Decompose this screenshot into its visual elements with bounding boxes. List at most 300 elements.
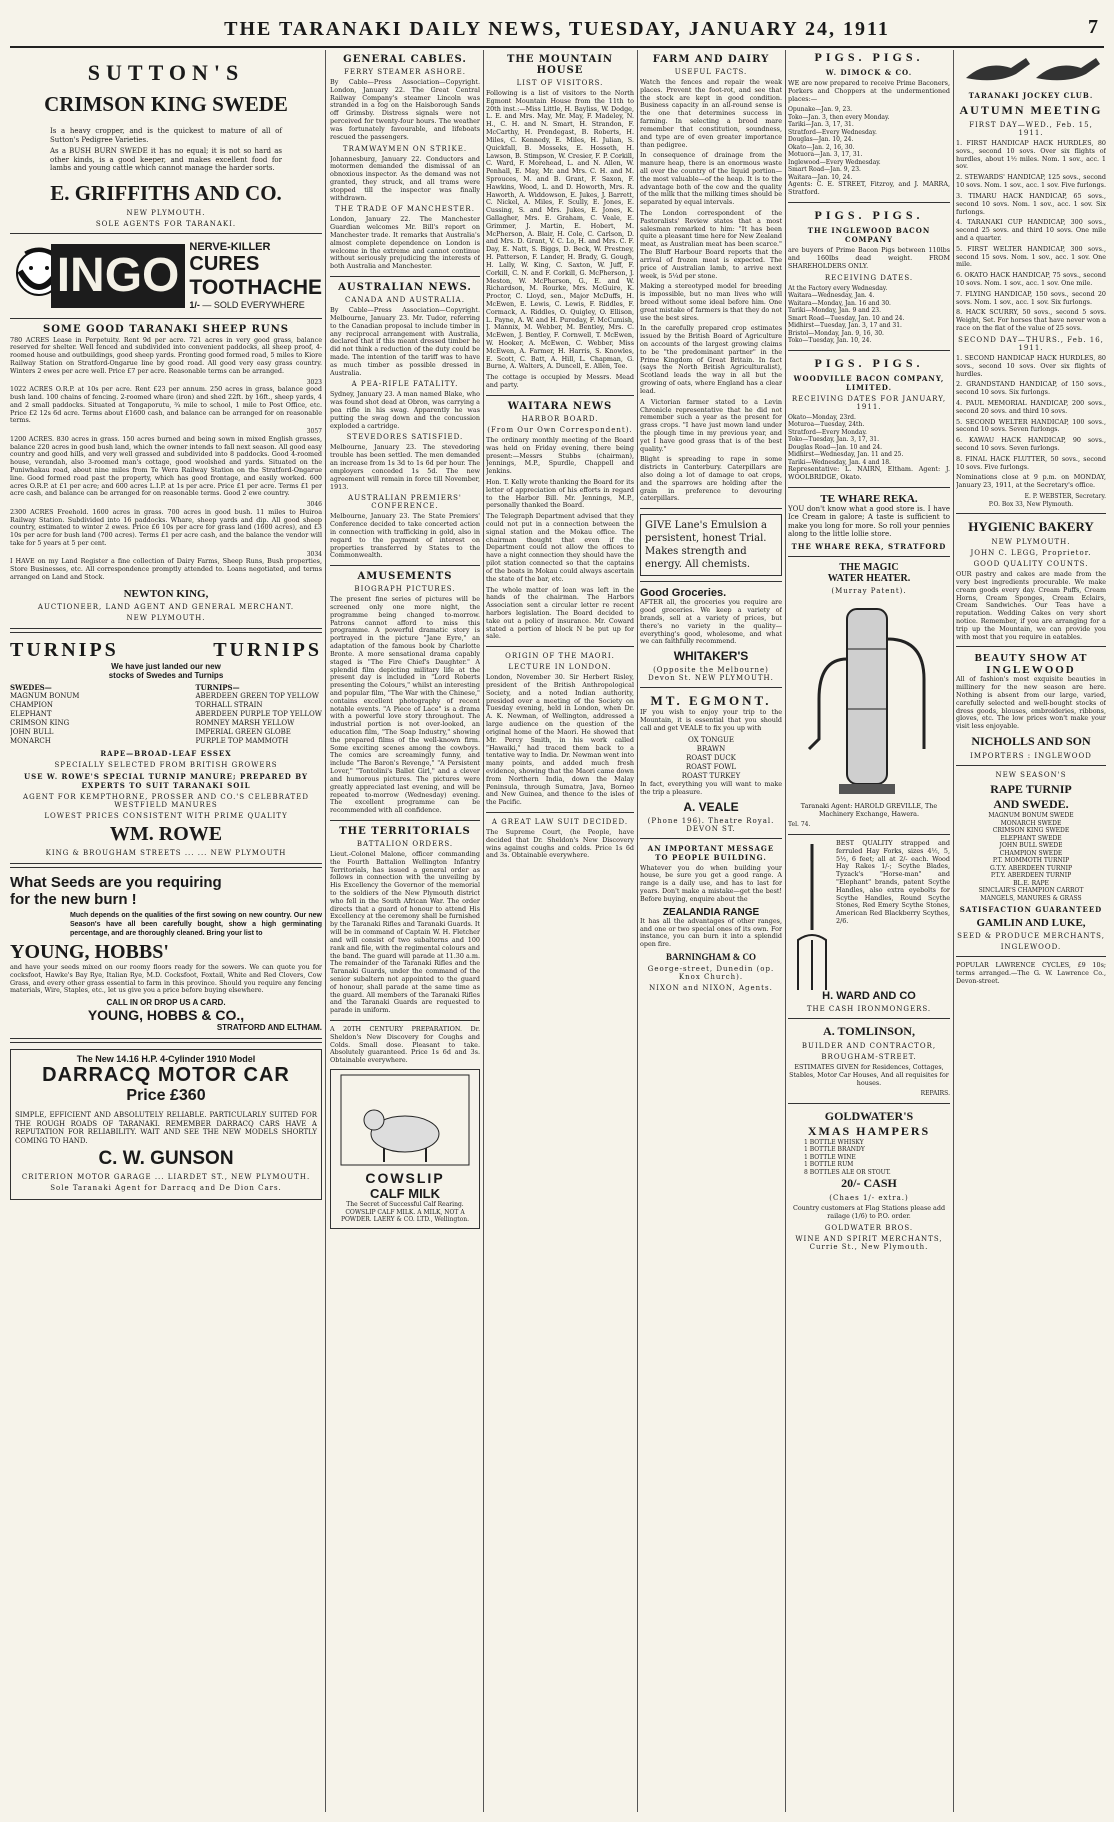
horse-race-illustration [956,50,1106,84]
gamlin-sub: SEED & PRODUCE MERCHANTS, [957,932,1105,941]
egmont-items [640,736,782,781]
story-body: Watch the fences and repair the weak places. Prevent the foot-rot, and see that the stock are kept in good condition. Business capacity in an all-round sense is the one that determines success in farming. In selecting a brood mare remember that constitution, soundness, and type are of even greater importance than pedigree. [640,78,782,149]
divider [640,581,782,582]
water-heater-heading: WATER HEATER. [827,572,911,584]
call-line: CALL IN OR DROP US A CARD. [106,998,226,1008]
list-item: MAGNUM BONUM SWEDE [988,812,1074,820]
secretary: E. P. WEBSTER, Secretary. [1024,493,1106,501]
po-box: P.O. Box 33, New Plymouth. [988,500,1074,508]
list-item: Douglas Road—Jan. 10 and 24. [788,443,883,451]
cowslip-ad [330,1069,480,1229]
turnips-ad [10,639,322,858]
story-heading: STEVEDORES SATISFIED. [346,433,464,442]
divider [788,202,950,203]
egmont-footer: In fact, everything you will want to make the trip a pleasure. [640,780,782,796]
list-item: Bristol—Monday, Jan. 9, 16, 30. [788,329,884,337]
ward-and-co: H. WARD AND CO [822,989,916,1002]
calf-illustration [340,1074,470,1166]
griffiths-firm: E. GRIFFITHS AND CO. [50,180,282,205]
selected-line: SPECIALLY SELECTED FROM BRITISH GROWERS [54,761,278,770]
seeds-body: Much depends on the qualities of the first sowing on new country. Our new Season's have all been carefully bought, show a high germinating percentage, and are thoroughly cleaned. Bring your list to [70,912,322,937]
story-body: The cottage is occupied by Messrs. Mead and party. [486,373,634,390]
divider [330,820,480,821]
divider [10,318,322,319]
divider [486,395,634,396]
list-item: Tariki—Jan. 3, 17, 31. [788,121,854,129]
beauty-show: BEAUTY SHOW AT [974,652,1088,665]
story-heading: A GREAT LAW SUIT DECIDED. [491,818,629,826]
story-body: By Cable—Press Association—Copyright. London, January 22. The Great Central Railway Company's steamer Lincoln was stranded in a fog on the Haisborough Sands off Grimsby. Distress signals were not perceived for twenty-four hours. The weather was fortunately favourable, and lifeboats rescued the passengers. [330,78,480,141]
race-entry: 6. KAWAU HACK HANDICAP, 90 sovs., second 10 sovs. Seven furlongs. [956,436,1106,452]
receiving-dates: RECEIVING DATES. [824,273,914,282]
suttons-body: Is a heavy cropper, and is the quickest to mature of all of Sutton's Pedigree Varieties. [50,127,282,144]
story-heading: CANADA AND AUSTRALIA. [345,296,465,305]
divider [640,687,782,688]
wm-rowe: WM. ROWE [109,823,223,846]
sheldon-ad: A 20TH CENTURY PREPARATION. Dr. Sheldon's New Discovery for Coughs and Colds. Small dose. Pleasant to take. Absolutely guaranteed. Price 1s 6d and 3s. Obtainable everywhere. [330,1025,480,1065]
beauty-body: All of fashion's most exquisite beauties in millinery for the new season are here. Nothing is absent from our large, varied, carefully selected and well-bought stocks of dress goods, blouses, embroideries, ribbons, gloves, etc. The low prices won't make your visit less enjoyable. [956,675,1106,731]
divider [640,508,782,509]
list-item: Smart Road—Jan. 9, 23. [788,166,861,174]
race-entry: 1. FIRST HANDICAP HACK HURDLES, 80 sovs., second 10 sovs. Over six flights of hurdles, about 1½ miles. Nom. 1 sov., acc. 1 sov. [956,139,1106,171]
ingo-ad: INGO NERVE-KILLER CURES TOOTHACHE 1/- — SOLD EVERYWHERE [10,239,322,313]
sheep-run-listing: 780 ACRES Lease in Perpetuity. Rent 9d per acre. 721 acres in very good grass, balance reserved for shelter. Well fenced and subdivided into convenient paddocks, all sheep proof, 4-roomed house and outbuildings, good sheep yards. Fronting good formed road, 5 miles to Kiore Railway Station on Stratford-Ongarue line by good road. All good very easy grass country. Winters 2 ewes per acre well. Price £7 per acre. Reasonable terms can be arranged. [10,335,322,375]
jockey-club: TARANAKI JOCKEY CLUB. [968,91,1094,100]
dimock-agents: Agents: C. E. STREET, Fitzroy, and J. MARRA, Stratford. [788,180,950,197]
hay-forks-ad [788,840,950,990]
second-day: SECOND DAY—THURS., Feb. 16, 1911. [958,335,1104,352]
hamper-price: 20/- CASH [841,1176,897,1191]
pigs-heading: PIGS. PIGS. [814,50,924,64]
whitakers-address: (Opposite the Melbourne) Devon St. NEW PLYMOUTH. [648,666,774,683]
story-heading: ORIGIN OF THE MAORI. [505,652,615,661]
column-3 [486,50,634,1814]
ingo-tag: NERVE-KILLER [189,241,271,254]
story-body: Melbourne, January 23. The State Premiers' Conference decided to take concerted action in connection with trafficking in gold, also in regard to the payment of interest on properties transferred by States to the Commonwealth. [330,512,480,560]
woodville-subheading: RECEIVING DATES FOR JANUARY, 1911. [791,394,947,411]
list-item: Smart Road—Tuesday, Jan. 10 and 24. [788,314,905,322]
suttons-brand: SUTTON'S [87,60,245,85]
column-1 [10,50,322,1814]
young-hobbs-town: STRATFORD AND ELTHAM. [216,1023,322,1033]
hay-forks-body: BEST QUALITY strapped and ferruled Hay Forks, sizes 4½, 5, 5½, 6 feet; all at 2/- each. Wood Hay Rakes 1/-; Scythe Blades, Tyzack's "Horse-man" and "Elephant" brands, patent Scythe Handles, also extra eyebolts for Scythe Handles, Round Scythe Stones, Red Emery Scythe Stones, American Red Blackberry Scythes, 2/6. [836,838,950,925]
race-entry: 2. GRANDSTAND HANDICAP, of 150 sovs., second 10 sovs. Six furlongs. [956,380,1106,397]
manure-line: USE W. ROWE'S SPECIAL TURNIP MANURE; PREPARED BY EXPERTS TO SUIT TARANAKI SOIL [23,772,309,791]
seeds-heading: for the new burn ! [10,891,137,909]
story-heading: FERRY STEAMER ASHORE. [344,68,466,76]
column-rule [483,50,484,1812]
water-heater-illustration [789,599,949,799]
story-body: London, November 30. Sir Herbert Risley, president of the British Anthropological Society, and a noted Indian authority, presided over a meeting of the Society on Tuesday evening, held in London, when Dr. A. K. Newman, of Wellington, addressed a large audience on the question of the original home of the Maori. He showed that Mr. Percy Smith, in his work called "Hawaiki," had traced them back to a tentative way to India. Dr. Newman went into many points, and added much fresh evidence, showing that the Maori came down from Northern India, down the Malay Peninsula, through Sumatra, Java, Borneo and New Guinea, and thence to the isles of the Pacific. [486,673,634,807]
young-hobbs-co: YOUNG, HOBBS & CO., [87,1007,245,1024]
story-heading: AUSTRALIAN PREMIERS' CONFERENCE. [348,494,462,511]
divider [788,1018,950,1019]
story-heading: HARBOR BOARD. [521,414,599,423]
story-heading: A PEA-RIFLE FATALITY. [351,380,459,389]
visitor-list: Following is a list of visitors to the North Egmont Mountain House from the 11th to 20th inst.:—Miss Little, H. Bayliss, W. Dodge, L. E. and Mrs. May, Mr. May, F. Madeley, N. H., C. H. and N. Smart, H. Strandon, F. McCarthy, H. Prendegast, B. Roberts, H. Miles, C. Kennedy, E. Miles, H. Julian, S. Quickfall, B. Mosseks, E. Hosseth, H. Lawson, B. Stimpson, W. Cresier, F. P. Corkill, C. Ward, F. Morehead, L. and N. Allen, W. Penhall, E. May, Mr. and Mrs. C. H. and M. Sprouces, M. and B. Grant, F. Saxon, F. Hawkins, Wood, L. and D. Howorth, Mrs. R. Haworth, A. Widdowson, E. Jukes, J. Barrett, C. Nickel, A. Miles, F. Scully, E. Jones, E. Cussing, S. and Mrs. Jukes, E. Jones, K. Gallagher, Mrs. E. Graham, C. Veale, E. Grimmer, J. Martin, E. Hobert, M. McPherson, A. Blair, H. Cole, C. Carlson, D. and Mrs. D. Grant, V. C. Lo, H. and Mrs. C. F. Day, E. Natt, S. Biggs, D. Beck, W. Prestney, H. Patterson, F. Lander, H. Brady, G. Gough, H. Lally, W. King, C. Saxton, W. Juff, F. Corkill, C. N. and F. Corkill, G. McPherson, J. Meston, W. McPherson, G., E. and W. Richardson, M. Rourke, Mrs. McGuire, K. Proctor, C. Lloyd, sen., Major McDuffs, H. McEwen, E. Lewis, C. Lewis, F. Riddles, F. Cormack, A. Riddles, O. Quigley, O. Ellison, L. Payne, A. W. and H. Pureday, F. McCumish, J. Mannix, M. Webber, M. Bentley, Mrs. C. McEwen, J. Bentley, F. Cornwell, T. McEwen, W. Hooker, A. McEwen, C. Webber, Miss McEwen, A. Farmer, H. Harris, S. Knowles, E. Scott, C. Batt, A. Hill, L. Chapman, G. Burne, A. Walters, A. Duncell, E. Allen, Tee. [486,89,634,371]
cowslip-footer: The Secret of Successful Calf Rearing. COWSLIP CALF MILK. A MILK, NOT A POWDER. LAERY & CO. LTD., Wellington. [340,1201,470,1224]
barningham-address: George-street, Dunedin (op. Knox Church). [647,964,775,981]
sheep-run-listing: 1022 ACRES O.R.P. at 10s per acre. Rent £23 per annum. 250 acres in grass, balance good bush land. 100 chains of fencing. 2-roomed whare (iron) and shed 22ft. by 16ft., sheep yards, 4 and 2 small paddocks. Situated at Tongaporutu, ¾ mile to school, 1 mile to Post Office, etc. Price £2 12s 6d acre. Terms about £1600 cash, and balance can be arranged for on reasonable terms. [10,385,322,425]
turnips-list [195,683,322,747]
section-heading: FARM AND DAIRY [652,54,770,65]
list-item: At the Factory every Wednesday. [788,284,888,292]
story-body: In consequence of drainage from the manure heap, there is an enormous waste all over the country of the liquid portion—the most valuable—of the heap. It is to the advantage both of the cow and the quality of the milk that the milking times should be separated by equal intervals. [640,151,782,207]
young-hobbs: YOUNG, HOBBS' [10,941,169,964]
turnips-heading: TURNIPS [10,638,119,661]
race-entry: 7. FLYING HANDICAP, 150 sovs., second 20 sovs. Nom. 1 sov., acc. 1 sov. Six furlongs. [956,289,1106,306]
inglewood-bacon: THE INGLEWOOD BACON COMPANY [807,226,931,245]
list-item: ABERDEEN PURPLE TOP YELLOW [195,710,322,719]
veale-address: (Phone 196). Theatre Royal. DEVON ST. [647,816,775,833]
divider [10,863,322,868]
list-item: CRIMSON KING [10,719,70,728]
divider [956,765,1106,766]
divider [330,565,480,566]
race-entry: 6. OKATO HACK HANDICAP, 75 sovs., second 10 sovs. Nom. 1 sov., acc. 1 sov. One mile. [956,271,1106,287]
suttons-product: CRIMSON KING SWEDE [44,92,288,116]
hamper-contents [788,1139,950,1177]
bakery-body: OUR pastry and cakes are made from the very best ingredients procurable. We make cream goods every day. Cream Puffs, Cream Horns, Cream Sponges, Cream Eclairs, Cream Sandwiches. Our Teas have a reputation. Wedding Cakes on very short notice. Remember, if you are arranging for a trip up the Mountain, we can provide you with most that you require in eatables. [956,570,1106,641]
turnips-intro: We have just landed our new [111,661,221,671]
hamper-footer: Country customers at Flag Stations please add railage (1/6) to P.O. order. [792,1204,946,1221]
column-rule [325,50,326,1812]
list-item: ROAST TURKEY [681,771,741,780]
dimock-body: WE are now prepared to receive Prime Baconers, Porkers and Choppers at the undermentioned places:— [788,79,950,103]
list-item: Okato—Monday, 23rd. [788,413,856,421]
nixon-agents: NIXON and NIXON, Agents. [649,983,773,992]
whare-reka-footer: THE WHARE REKA, STRATFORD [791,541,947,551]
woodville-schedule [788,414,950,467]
column-6 [956,50,1106,1814]
tomlinson-role: BUILDER AND CONTRACTOR, [801,1041,937,1050]
divider [788,1103,950,1104]
pigs-heading: PIGS. PIGS. [814,208,924,223]
woodville-agents: Representative: L. NAIRN, Eltham. Agent: J. WOOLBRIDGE, Okato. [788,465,950,481]
gunson-garage: CRITERION MOTOR GARAGE ... LIARDET ST., NEW PLYMOUTH. [21,1173,311,1182]
list-item: CHAMPION SWEDE [999,849,1063,857]
gamlin-town: INGLEWOOD. [1000,943,1062,952]
cowslip-title: COWSLIP [365,1170,445,1187]
bakery-town: NEW PLYMOUTH. [991,538,1071,547]
list-item: Waitara—Monday, Jan. 16 and 30. [788,299,891,307]
wm-rowe-address: KING & BROUGHAM STREETS ... ... NEW PLYMOUTH [45,849,287,858]
story-body: Hon. T. Kelly wrote thanking the Board for its letter of appreciation of his efforts in regard to the Harbor Bill. Mr. Jennings, M.P., personally thanked the Board. [486,477,634,510]
gamlin-and-luke: GAMLIN AND LUKE, [976,917,1086,930]
list-item: JOHN BULL SWEDE [999,842,1063,850]
list-item: MONARCH [10,737,51,746]
hygienic-bakery: HYGIENIC BAKERY [968,519,1094,535]
divider [486,646,634,647]
seed-list [956,812,1106,902]
dimock: W. DIMOCK & CO. [825,68,913,77]
inglewood-schedule [788,285,950,345]
listing-number: 3057 [306,428,322,436]
list-item: MANGELS, MANURES & GRASS [980,894,1082,902]
repairs: REPAIRS. [920,1090,950,1098]
column-5 [788,50,950,1814]
beauty-town: INGLEWOOD [986,664,1076,677]
inglewood-bacon-body: are buyers of Prime Bacon Pigs between 110lbs and 160lbs dead weight. FROM SHAREHOLDERS ONLY. [788,246,950,270]
listing-number: 3034 [306,550,322,558]
story-body: Sydney, January 23. A man named Blake, who was found shot dead at Obron, was carrying a pea rifle in his swag. Apparently he was putting the swag down and the concussion exploded a cartridge. [330,390,480,430]
swedes-heading: SWEDES— [10,682,52,692]
story-body: By Cable—Press Association—Copyright. Melbourne, January 23. Mr. Tudor, referring to the Canadian proposal to include timber in any reciprocal arrangement with Australia, declared that if this meant dressed timber he did not think a reduction of the duty could be made. The intention of the tariff was to have as much timber as possible dressed in Australia. [330,306,480,377]
veale: A. VEALE [683,799,739,814]
divider [330,276,480,277]
rape-line: RAPE—BROAD-LEAF ESSEX [100,749,232,759]
griffiths-agents: SOLE AGENTS FOR TARANAKI. [95,219,237,228]
agent-line: AGENT FOR KEMPTHORNE, PROSSER AND CO.'S CELEBRATED WESTFIELD MANURES [23,793,309,810]
seeds-heading: What Seeds are you requiring [10,874,222,892]
list-item: JOHN BULL [10,728,54,737]
list-item: Toko—Tuesday, Jan. 3, 17, 31. [788,436,880,443]
list-item: Inglewood—Every Wednesday. [788,158,881,166]
masthead-title: THE TARANAKI DAILY NEWS, TUESDAY, JANUARY 24, 1911 [224,18,890,40]
story-body: A Victorian farmer stated to a Levin Chronicle representative that he did not remember such a year as the present for grass crops. "I have just mown land under the plough time in my previous year, and yet I have good grass that is of the best quality." [640,397,782,453]
rape-turnip: RAPE TURNIP [990,782,1072,797]
ward-subheading: THE CASH IRONMONGERS. [806,1004,932,1013]
list-item: Douglas—Jan. 10, 24. [788,136,854,144]
list-item: 1 BOTTLE RUM [804,1161,854,1169]
zealandia-body: Whatever you do when building your house, be sure you get a good range. A range is a daily use, and has to last for years. Don't make a mistake—get the best! Before buying, enquire about the [640,863,782,903]
autumn-meeting: AUTUMN MEETING [959,103,1103,117]
turnips-heading: TURNIPS [213,638,322,661]
list-item: ROAST DUCK [686,753,736,762]
egmont-body: IF you wish to enjoy your trip to the Mountain, it is essential that you should call and get VEALE to fix you up with [640,708,782,732]
story-heading: LIST OF VISITORS. [516,79,604,87]
ingo-sold: SOLD EVERYWHERE [213,300,305,311]
new-season: NEW SEASON'S [995,771,1067,780]
divider [788,487,950,488]
ingo-price: 1/- [189,300,200,311]
pitchfork-icon [788,840,836,990]
first-day: FIRST DAY—WED., Feb. 15, 1911. [969,121,1093,137]
list-item: Stratford—Every Monday. [788,428,867,436]
list-item: ROAST FOWL [685,762,737,771]
lawrence-cycles: POPULAR LAWRENCE CYCLES, £9 10s; terms arranged.—The G. W. Lawrence Co., Devon-street. [956,961,1106,985]
story-body: Making a stereotyped model for breeding is impossible, but no man lives who will breed without some ideal before him. One great mistake of farmers is that they do not use the best sires. [640,282,782,322]
list-item: 1 BOTTLE WINE [804,1153,856,1161]
ingo-toothache: TOOTHACHE [189,276,322,300]
xmas-hampers: XMAS HAMPERS [807,1123,931,1138]
list-item: Motuora—Jan. 3, 17, 31. [788,151,863,159]
list-item: ROMNEY MARSH YELLOW [195,719,295,728]
list-item: Toko—Jan. 3, then every Monday. [788,113,890,121]
sheep-runs-ad [10,324,322,622]
divider [788,350,950,351]
list-item: 8 BOTTLES ALE OR STOUT. [804,1168,891,1176]
satisfaction: SATISFACTION GUARANTEED [959,905,1103,915]
list-item: 1 BOTTLE BRANDY [804,1146,865,1154]
calf-milk-title: CALF MILK [369,1186,441,1202]
list-item: ABERDEEN GREEN TOP YELLOW [195,691,319,700]
race-entry: 3. TIMARU HACK HANDICAP, 65 sovs., second 10 sovs. Nom. 1 sov., acc. 1 sov. Six furlongs. [956,191,1106,216]
section-heading: WAITARA NEWS [507,400,613,412]
divider [10,233,322,234]
heater-agent: Taranaki Agent: HAROLD GREVILLE, The Machinery Exchange, Hawera. [800,801,938,818]
whitakers: WHITAKER'S [673,649,749,664]
bakery-slogan: GOOD QUALITY COUNTS. [973,560,1089,569]
barningham: BARNINGHAM & CO [666,951,756,962]
pigs-heading: PIGS. PIGS. [814,355,924,370]
griffiths-town: NEW PLYMOUTH. [126,208,206,217]
list-item: MONARCH SWEDE [1000,819,1062,827]
story-heading: TRAMWAYMEN ON STRIKE. [342,144,468,153]
list-item: PURPLE TOP MAMMOTH [195,737,289,746]
dimock-schedule [788,106,950,181]
story-body: Melbourne, January 23. The stevedoring trouble has been settled. The men demanded an increase from 1s 3d to 1s 6d per hour. The employers conceded 1s 5d. The new agreement will remain in force till November, 1913. [330,443,480,491]
murray-patent: (Murray Patent). [831,586,907,595]
lowest-line: LOWEST PRICES CONSISTENT WITH PRIME QUALITY [44,812,288,821]
story-body: The ordinary monthly meeting of the Board was held on Friday evening, there being present:—Messrs Stubbs (chairman), Jennings, M.P., Spurdle, Chappell and Jenkins. [486,435,634,476]
section-heading: THE MOUNTAIN HOUSE [506,54,614,76]
list-item: BRAWN [696,744,726,753]
mt-egmont-heading: MT. EGMONT. [650,693,772,709]
zealandia-heading: AN IMPORTANT MESSAGE TO PEOPLE BUILDING. [647,843,775,862]
column-rule [953,50,954,1812]
turnips-list-heading: TURNIPS— [195,682,240,692]
column-rule [637,50,638,1812]
suttons-body: As a BUSH BURN SWEDE it has no equal; it is not so hard as other kinds, is a good keeper, and makes excellent food for lambs and young cattle which cannot manage the harder sorts. [50,147,282,173]
newton-king-role: AUCTIONEER, LAND AGENT AND GENERAL MERCHANT. [37,602,295,611]
darracq-ad [10,1049,322,1200]
race-entry: 8. FINAL HACK FLUTTER, 50 sovs., second 10 sovs. Five furlongs. [956,454,1106,471]
list-item: Waitara—Jan. 10, 24. [788,173,853,181]
swedes-list [10,683,79,747]
gunson: C. W. GUNSON [98,1148,234,1170]
column-2 [330,50,480,1814]
tomlinson-address: BROUGHAM-STREET. [821,1052,917,1061]
list-item: Tariki—Wednesday, Jan. 4 and 18. [788,458,891,466]
masthead [10,6,1104,48]
story-body: In the carefully prepared crop estimates issued by the British Board of Agriculture on accounts of the largest growing claims to be "the predominant partner" in the Prime Kingdom of Great Britain. In fact (says the North British Agriculturalist), Scotland leads the way in all but the growing of oats, where England has a clear lead. [640,324,782,395]
divider [788,834,950,835]
bakery-owner: JOHN C. LEGG, Proprietor. [970,549,1092,558]
whare-reka-body: YOU don't know what a good store is. I have Ice Cream in galore; A taste is sufficient to make you long for more. So roll your pennies along to the little lollie store. [788,504,950,539]
list-item: CRIMSON KING SWEDE [992,827,1070,835]
darracq-price: Price £360 [126,1087,206,1105]
darracq-name: DARRACQ MOTOR CAR [42,1064,290,1087]
page-number: 7 [1088,16,1098,38]
zealandia-footer: It has all the advantages of other ranges, and one or two special ones of its own. For instance, you can burn it into a splendid open fire. [640,916,782,949]
turnips-intro: stocks of Swedes and Turnips [108,670,224,680]
divider [788,556,950,557]
divider [330,1020,480,1021]
ingo-cures: CURES [189,253,260,276]
section-heading: AMUSEMENTS [357,571,453,583]
story-body: The London correspondent of the Pastoralists' Review states that a most salesman remarked to him: "It has been quite a pleasant time here for New Zealand meat, as Australian meat has been scarce." The Bluff Harbour Board reports that the arrival of frozen meat is expected. The price of Australian lamb, to arrive next week, is 5¼d per stone. [640,209,782,280]
list-item: TORHALL STRAIN [195,700,263,709]
face-illustration [10,241,51,311]
listing-number: 3046 [306,501,322,509]
story-body: Johannesburg, January 22. Conductors and motormen demanded the dismissal of an obnoxious inspector. As the demand was not granted, they struck, and all trams were stopped till the inspector was finally withdrawn. [330,154,480,202]
sheep-run-listing: 2300 ACRES Freehold. 1600 acres in grass. 700 acres in good bush. 11 miles to Huiroa Railway Station. Subdivided into 16 paddocks. Whare, sheep yards and dip. All good sheep country, estimated to winter 2 ewes. Price £6 10s per acre for grass land (1600 acres), and £3 10s per acre for bush land (700 acres). Terms £1 per acre cash, and the balance the vendor will take for 5 years at 5 per cent. [10,507,322,548]
list-item: Okato—Jan. 2, 16, 30. [788,143,855,151]
race-entry: 4. TARANAKI CUP HANDICAP, 300 sovs., second 25 sovs. and third 10 sovs. One mile and a quarter. [956,218,1106,242]
divider [956,646,1106,647]
divider [10,1038,322,1043]
newton-king: NEWTON KING, [123,587,209,600]
list-item: Stratford—Every Wednesday. [788,128,877,136]
whare-reka-heading: TE WHARE REKA. [820,492,918,505]
goldwater-bros: GOLDWATER BROS. [824,1223,914,1232]
heater-tel: Tel. 74. [788,821,811,829]
list-item: MAGNUM BONUM [10,691,80,700]
story-body: Lieut.-Colonel Malone, officer commanding the Fourth Battalion Wellington Infantry Territorials, has issued a general order as follows in connection with the unveiling by His Excellency the Governor of the memorial to the soldiers of the New Plymouth district who fell in the South African War. The order directs that a guard of honour to attend His Excellency at the ceremony shall be furnished by the Taranaki Rifles and Taranaki Guards. It will be in command of Captain W. H. Fletcher and will consist of two subalterns and 100 rank and file, with the regimental colours and the band. The guard will parade at 11.30 a.m. The remainder of the Taranaki Rifles and the Taranaki Guards, under the command of the senior subaltern not appointed to the guard of honour, shall parade at the same time as the guard. All members of the Taranaki Rifles and the Taranaki Guards are requested to parade in uniform. [330,849,480,1015]
sheep-run-listing: 1200 ACRES. 830 acres in grass. 150 acres burned and being sown in mixed English grasses, balance 220 acres in good bush land, which the owner intends to fall next season. All good easy country and good hills, and very well grassed and subdivided into 8 paddocks. Good 4-roomed house, verandah, also 3-roomed man's cottage, good woolshed and yards. Situated on the Puniwhakau road, about nine miles from Te Wera Railway Station on the Stratford-Ongarue line. Good formed road past the property, which has good frontage, and easily worked. 600 acres O.R.P. at £1 per acre; and 600 acres L.I.P. at 1s per acre. Price £1 per acre. Terms £1 per acre cash, and balance can be arranged for on reasonable terms. Good 2 ewe country. [10,434,322,498]
tomlinson-body: ESTIMATES GIVEN for Residences, Cottages, Stables, Motor Car Houses, And all requisites for houses. [789,1062,949,1087]
section-heading: AUSTRALIAN NEWS. [338,282,472,294]
story-body: The Supreme Court, (he People, have decided that Dr. Sheldon's New Discovery wins against coughs and colds. Price 1s 6d and 3s. Obtainable everywhere. [486,828,634,860]
story-body: The present fine series of pictures will be screened only one more night, the programme being changed to-morrow. Patrons cannot afford to miss this programme. A powerful dramatic story is portrayed in the picture "Jane Eyre," an adaptation of the famous book by Charlotte Bronte. A more sensational drama capably staged is "The Fire Chief's Daughter." A splendid film depicting military life at the present day is included in "Lord Roberts presenting the Colours," whilst an interesting and popular film, "The War with the Chinese," contains excellent photography of recent notable events. "A Piece of Lace" is a drama with a powerful love story throughout. The industrial portion is not over-looked, an education film, "The Soap Industry," showing the prepared films of the well-known firm. Some exciting scenes among the cowboys. The comics are screamingly funny, and include "The Baron's Revenge," "A Persistent Lover," "Tontolini's Ballet Girl," and a clever and humorous pictures. The pictures were greatly appreciated last evening, and will be repeated to-morrow (Wednesday) evening. The excellent programme can be recommended with all confidence. [330,595,480,815]
goldwater-address: WINE AND SPIRIT MERCHANTS, Currie St., New Plymouth. [795,1234,943,1251]
woodville-bacon: WOODVILLE BACON COMPANY, LIMITED. [793,373,945,392]
list-item: ELEPHANT [10,710,52,719]
divider [640,838,782,839]
list-item: ELEPHANT SWEDE [1000,834,1062,842]
ingo-name: INGO [51,244,186,308]
story-heading: BIOGRAPH PICTURES. [354,585,456,594]
newton-king-town: NEW PLYMOUTH. [126,613,206,622]
divider [956,956,1106,957]
list-item: P.T.Y. ABERDEEN TURNIP [990,872,1072,880]
sheep-runs-heading: SOME GOOD TARANAKI SHEEP RUNS [42,323,289,335]
suttons-ad [10,60,322,228]
divider [956,513,1106,514]
race-entry: 5. SECOND WELTER HANDICAP, 100 sovs., second 10 sovs. Seven furlongs. [956,417,1106,434]
section-heading: GENERAL CABLES. [343,54,467,65]
nicholls-and-son: NICHOLLS AND SON [971,734,1091,749]
list-item: BL.E. RAPE [1013,879,1049,887]
story-body: The Telegraph Department advised that they could not put in a connection between the signal station and the Mokau office. The chairman thought that even if the Department could not allow the offices to have a night connection they should have the pilot station connected so that the captains of the boats in Mokau could always ascertain the state of the bar, etc. [486,512,634,583]
list-item: P.T. MOMMOTH TURNIP [992,857,1070,865]
list-item: Tariki—Monday, Jan. 9 and 23. [788,307,882,314]
seeds-ad [10,874,322,1032]
divider [486,812,634,813]
list-item: IMPERIAL GREEN GLOBE [195,728,291,737]
list-item: Midhirst—Tuesday, Jan. 3, 17 and 31. [788,322,902,329]
hamper-charge: (Chaes 1/- extra.) [829,1194,909,1203]
race-entry: 2. STEWARDS' HANDICAP, 125 sovs., second 10 sovs. Nom. 1 sov., acc. 1 sov. Five furlongs. [956,173,1106,190]
goldwaters: GOLDWATER'S [824,1108,914,1123]
groceries-heading: Good Groceries. [640,587,727,600]
story-body: The whole matter of loan was left in the hands of the chairman. The Harbors Association sent a circular letter re recent harbors legislation. The Board decided to take out a policy of insurance. Mr. Coward stated a portion of block N be put up for sale. [486,585,634,641]
race-entry: 5. FIRST WELTER HANDICAP, 300 sovs., second 15 sovs. Nom. 1 sov., acc. 1 sov. One mile. [956,244,1106,269]
darracq-body: SIMPLE, EFFICIENT AND ABSOLUTELY RELIABLE. PARTICULARLY SUITED FOR THE ROUGH ROADS OF TARANAKI. REMEMBER DARRACQ CARS HAVE A REPUTATION FOR RELIABILITY. WAIT AND SEE THE NEW MODELS SHORTLY COMING TO HAND. [15,1111,317,1145]
list-item: 1 BOTTLE WHISKY [804,1138,864,1146]
gunson-agents: Sole Taranaki Agent for Darracq and De Dion Cars. [50,1184,282,1193]
story-heading: BATTALION ORDERS. [356,839,454,848]
race-entry: 8. HACK SCURRY, 50 sovs., second 5 sovs. Weight, Set. For horses that have never won a race on the flat of the value of 25 sovs. [956,308,1106,333]
story-heading: THE TRADE OF MANCHESTER. [335,205,475,214]
list-item: Opunake—Jan. 9, 23. [788,106,853,114]
jockey-club-note: Nominations close at 9 p.m. on MONDAY, January 23, 1911, at the Secretary's office. [956,473,1106,490]
race-entry: 4. PAUL MEMORIAL HANDICAP, 200 sovs., second 20 sovs. and third 10 sovs. [956,398,1106,415]
story-byline: (From Our Own Correspondent). [487,425,633,434]
list-item: Toko—Tuesday, Jan. 10, 24. [788,337,872,344]
magic-heading: THE MAGIC [839,561,899,573]
list-item: Midhirst—Wednesday, Jan. 11 and 25. [788,451,904,458]
list-item: OX TONGUE [688,735,734,744]
darracq-top: The New 14.16 H.P. 4-Cylinder 1910 Model [76,1054,256,1065]
seeds-body: and have your seeds mixed on our roomy floors ready for the sowers. We can quote you for cocksfoot, Hawke's Bay Rye, Italian Rye, M.D. Cocksfoot, Foxtail, White and Red Clovers, Cow Grass, and every other grass essential to farm in this province. Should you require any fencing materials, Wire, Staples, etc., let us give you a price before buying elsewhere. [10,963,322,995]
lanes-emulsion-ad: GIVE Lane's Emulsion a persistent, honest Trial. Makes strength and energy. All chemists. [640,514,782,576]
sheep-runs-closing: I HAVE on my Land Register a fine collection of Dairy Farms, Sheep Runs, Bush properties, Store Businesses, etc. All correspondence promptly attended to. Loans negotiated, and terms arranged on Land and Stock. [10,557,322,581]
list-item: CHAMPION [10,700,54,709]
and-swede: AND SWEDE. [993,797,1069,812]
list-item: Waitara—Wednesday, Jan. 4. [788,292,875,299]
